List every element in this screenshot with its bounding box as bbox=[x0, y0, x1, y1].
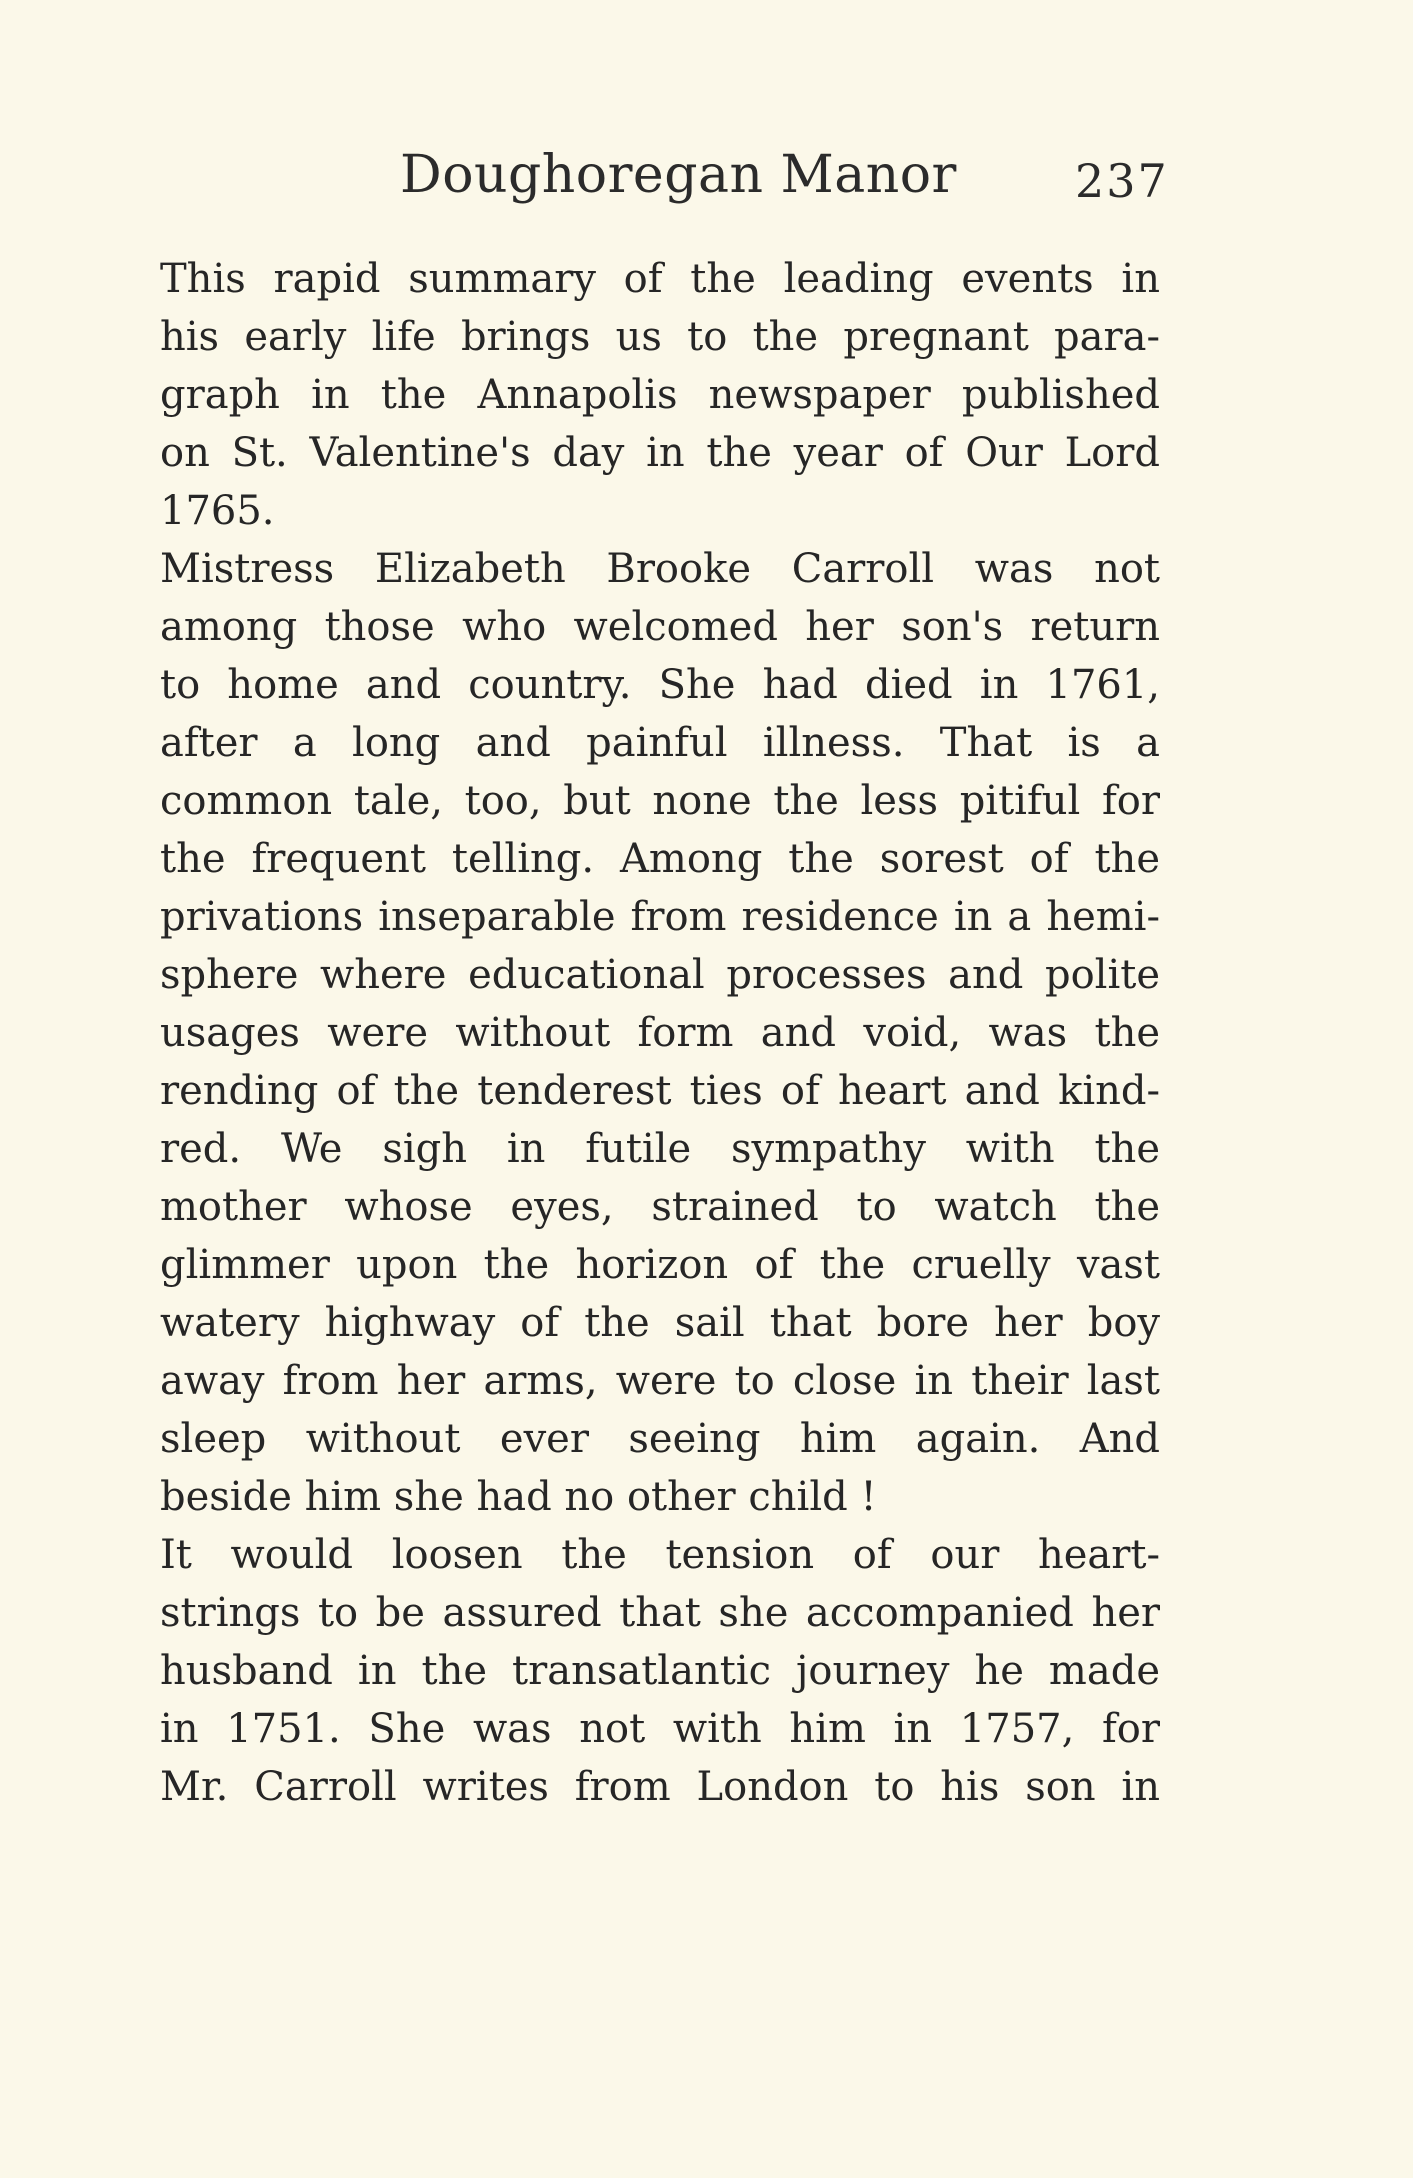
text-line: the frequent telling. Among the sorest of the bbox=[160, 836, 1160, 882]
text-line: among those who welcomed her son's return bbox=[160, 604, 1160, 650]
text-line: Mr. Carroll writes from London to his son in bbox=[160, 1764, 1160, 1810]
text-line: graph in the Annapolis newspaper published bbox=[160, 372, 1160, 418]
page-number: 237 bbox=[1075, 154, 1169, 208]
text-line: beside him she had no other child ! bbox=[160, 1474, 877, 1520]
text-line: Mistress Elizabeth Brooke Carroll was not bbox=[160, 546, 1160, 592]
text-line: glimmer upon the horizon of the cruelly vast bbox=[160, 1242, 1160, 1288]
text-line: privations inseparable from residence in a hemi- bbox=[160, 894, 1160, 940]
text-line: 1765. bbox=[160, 488, 275, 534]
text-line: watery highway of the sail that bore her boy bbox=[160, 1300, 1160, 1346]
running-title: Doughoregan Manor bbox=[400, 145, 957, 205]
text-line: mother whose eyes, strained to watch the bbox=[160, 1184, 1160, 1230]
paragraph-2 bbox=[160, 540, 1160, 1526]
text-line: on St. Valentine's day in the year of Our Lord bbox=[160, 430, 1160, 476]
text-line: sleep without ever seeing him again. And bbox=[160, 1416, 1160, 1462]
text-line: usages were without form and void, was the bbox=[160, 1010, 1160, 1056]
text-line: away from her arms, were to close in their last bbox=[160, 1358, 1160, 1404]
text-line: in 1751. She was not with him in 1757, for bbox=[160, 1706, 1160, 1752]
text-line: It would loosen the tension of our heart- bbox=[160, 1532, 1160, 1578]
text-line: husband in the transatlantic journey he made bbox=[160, 1648, 1160, 1694]
text-line: common tale, too, but none the less pitiful for bbox=[160, 778, 1160, 824]
paragraph-1 bbox=[160, 250, 1160, 540]
text-line: after a long and painful illness. That is a bbox=[160, 720, 1160, 766]
text-line: sphere where educational processes and polite bbox=[160, 952, 1160, 998]
running-head bbox=[0, 140, 1413, 210]
text-line: to home and country. She had died in 1761, bbox=[160, 662, 1160, 708]
paragraph-3 bbox=[160, 1526, 1160, 1816]
text-line: This rapid summary of the leading events in bbox=[160, 256, 1160, 302]
text-line: strings to be assured that she accompanied her bbox=[160, 1590, 1160, 1636]
body-text bbox=[160, 250, 1160, 1816]
text-line: red. We sigh in futile sympathy with the bbox=[160, 1126, 1160, 1172]
text-line: rending of the tenderest ties of heart and kind- bbox=[160, 1068, 1160, 1114]
text-line: his early life brings us to the pregnant para- bbox=[160, 314, 1160, 360]
